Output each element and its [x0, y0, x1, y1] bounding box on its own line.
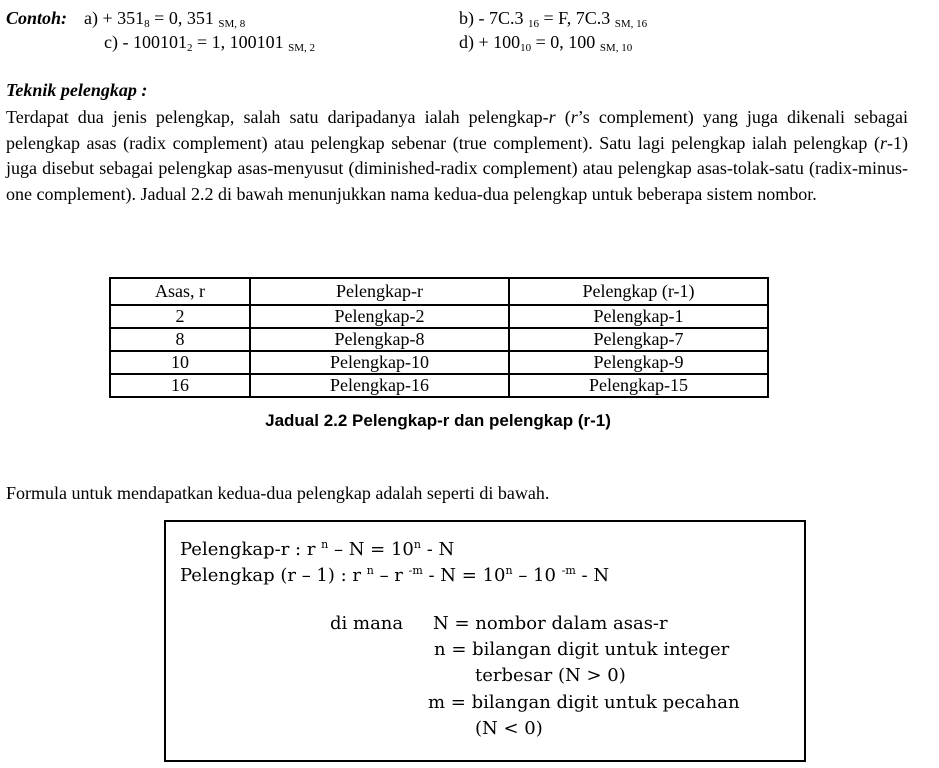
example-c-value: - 100101 [122, 32, 187, 52]
formula-text: – r [373, 565, 409, 586]
formula-exponent: n [413, 538, 421, 551]
example-a-value: + 351 [102, 8, 145, 28]
example-c-base: 2 [186, 42, 193, 54]
example-b [459, 8, 647, 34]
def-m-line-1: m = bilangan digit untuk pecahan [428, 692, 740, 713]
formula-text: - N [420, 539, 455, 560]
table-cell: 8 [110, 328, 250, 351]
table-cell: 16 [110, 374, 250, 397]
table-header-cell: Pelengkap (r-1) [509, 278, 768, 305]
table-header-cell: Asas, r [110, 278, 250, 305]
example-d-sm: SM, 10 [599, 42, 633, 54]
example-c [104, 32, 315, 58]
example-c-tag: c) [104, 32, 118, 52]
formula-exponent: n [321, 538, 329, 551]
example-a-base: 8 [144, 18, 150, 30]
where-label: di mana [330, 613, 404, 634]
example-a-tag: a) [84, 8, 99, 28]
para-text-4: -1) juga disebut sebagai pelengkap asas-menyusut (diminished-radix complement) atau pelengkap asas-tolak-satu (radix-minus-one complement). Jadual 2.2 di bawah menunjukkan nama kedua-dua pelengkap untuk beberapa sistem nombor. [6, 132, 908, 204]
table-cell: Pelengkap-1 [509, 305, 768, 328]
def-m-line-2: (N < 0) [475, 718, 543, 739]
def-n-line-2: terbesar (N > 0) [475, 665, 626, 686]
def-N: N = nombor dalam asas-r [433, 613, 668, 634]
example-b-sm: SM, 16 [614, 18, 648, 30]
para-r-italic-2: r [570, 107, 578, 127]
table-cell: Pelengkap-2 [250, 305, 509, 328]
para-text-1: Terdapat dua jenis pelengkap, salah satu daripadanya ialah pelengkap- [6, 107, 549, 127]
table-cell: Pelengkap-9 [509, 351, 768, 374]
table-row [110, 351, 768, 374]
formula-text: - N [575, 565, 610, 586]
para-text-3: ’s complement) yang juga dikenali sebagai pelengkap asas (radix complement) atau pelengkap sebenar (true complement). Satu lagi pelengkap ialah pelengkap ( [6, 107, 909, 153]
table-row [110, 328, 768, 351]
table-cell: 10 [110, 351, 250, 374]
section-heading: Teknik pelengkap : [6, 80, 148, 100]
example-b-value: - 7C.3 [478, 8, 528, 28]
section-paragraph [6, 105, 908, 207]
example-row-1 [6, 8, 245, 34]
example-c-eq: = 1, 100101 [192, 32, 289, 52]
para-r-italic-1: r [548, 107, 556, 127]
complement-table [109, 277, 769, 398]
example-b-base: 16 [528, 18, 539, 30]
para-text-2: ( [555, 107, 571, 127]
example-d-eq: = 0, 100 [531, 32, 600, 52]
example-b-eq: = F, 7C.3 [539, 8, 615, 28]
table-header-cell: Pelengkap-r [250, 278, 509, 305]
table-cell: 2 [110, 305, 250, 328]
formula-text: - N = 10 [422, 565, 506, 586]
formula-text: Pelengkap-r : r [180, 539, 322, 560]
formula-exponent: -m [408, 564, 423, 577]
example-a-sm: SM, 8 [218, 18, 246, 30]
formula-intro: Formula untuk mendapatkan kedua-dua pelengkap adalah seperti di bawah. [6, 483, 550, 503]
formula-text: – N = 10 [328, 539, 414, 560]
table-cell: Pelengkap-7 [509, 328, 768, 351]
formula-exponent: -m [561, 564, 576, 577]
table-header-row [110, 278, 768, 305]
formula-exponent: n [366, 564, 374, 577]
example-c-sm: SM, 2 [288, 42, 316, 54]
formula-exponent: n [505, 564, 513, 577]
formula-text: – 10 [512, 565, 562, 586]
formula-box [164, 520, 806, 762]
para-r-italic-3: r [879, 132, 887, 153]
table-cell: Pelengkap-15 [509, 374, 768, 397]
example-d-base: 10 [520, 42, 532, 54]
examples-label: Contoh: [6, 8, 68, 28]
table-row [110, 305, 768, 328]
example-d-tag: d) [459, 32, 474, 52]
example-d [459, 32, 632, 58]
table-row [110, 374, 768, 397]
table-caption: Jadual 2.2 Pelengkap-r dan pelengkap (r-1) [265, 411, 611, 430]
formula-line-r-minus-1 [180, 560, 609, 587]
formula-line-r [180, 534, 454, 561]
table-cell: Pelengkap-10 [250, 351, 509, 374]
table-cell: Pelengkap-8 [250, 328, 509, 351]
table-cell: Pelengkap-16 [250, 374, 509, 397]
example-b-tag: b) [459, 8, 474, 28]
example-d-value: + 100 [478, 32, 521, 52]
formula-text: Pelengkap (r – 1) : r [180, 565, 367, 586]
example-a-eq: = 0, 351 [149, 8, 219, 28]
def-n-line-1: n = bilangan digit untuk integer [434, 639, 730, 660]
